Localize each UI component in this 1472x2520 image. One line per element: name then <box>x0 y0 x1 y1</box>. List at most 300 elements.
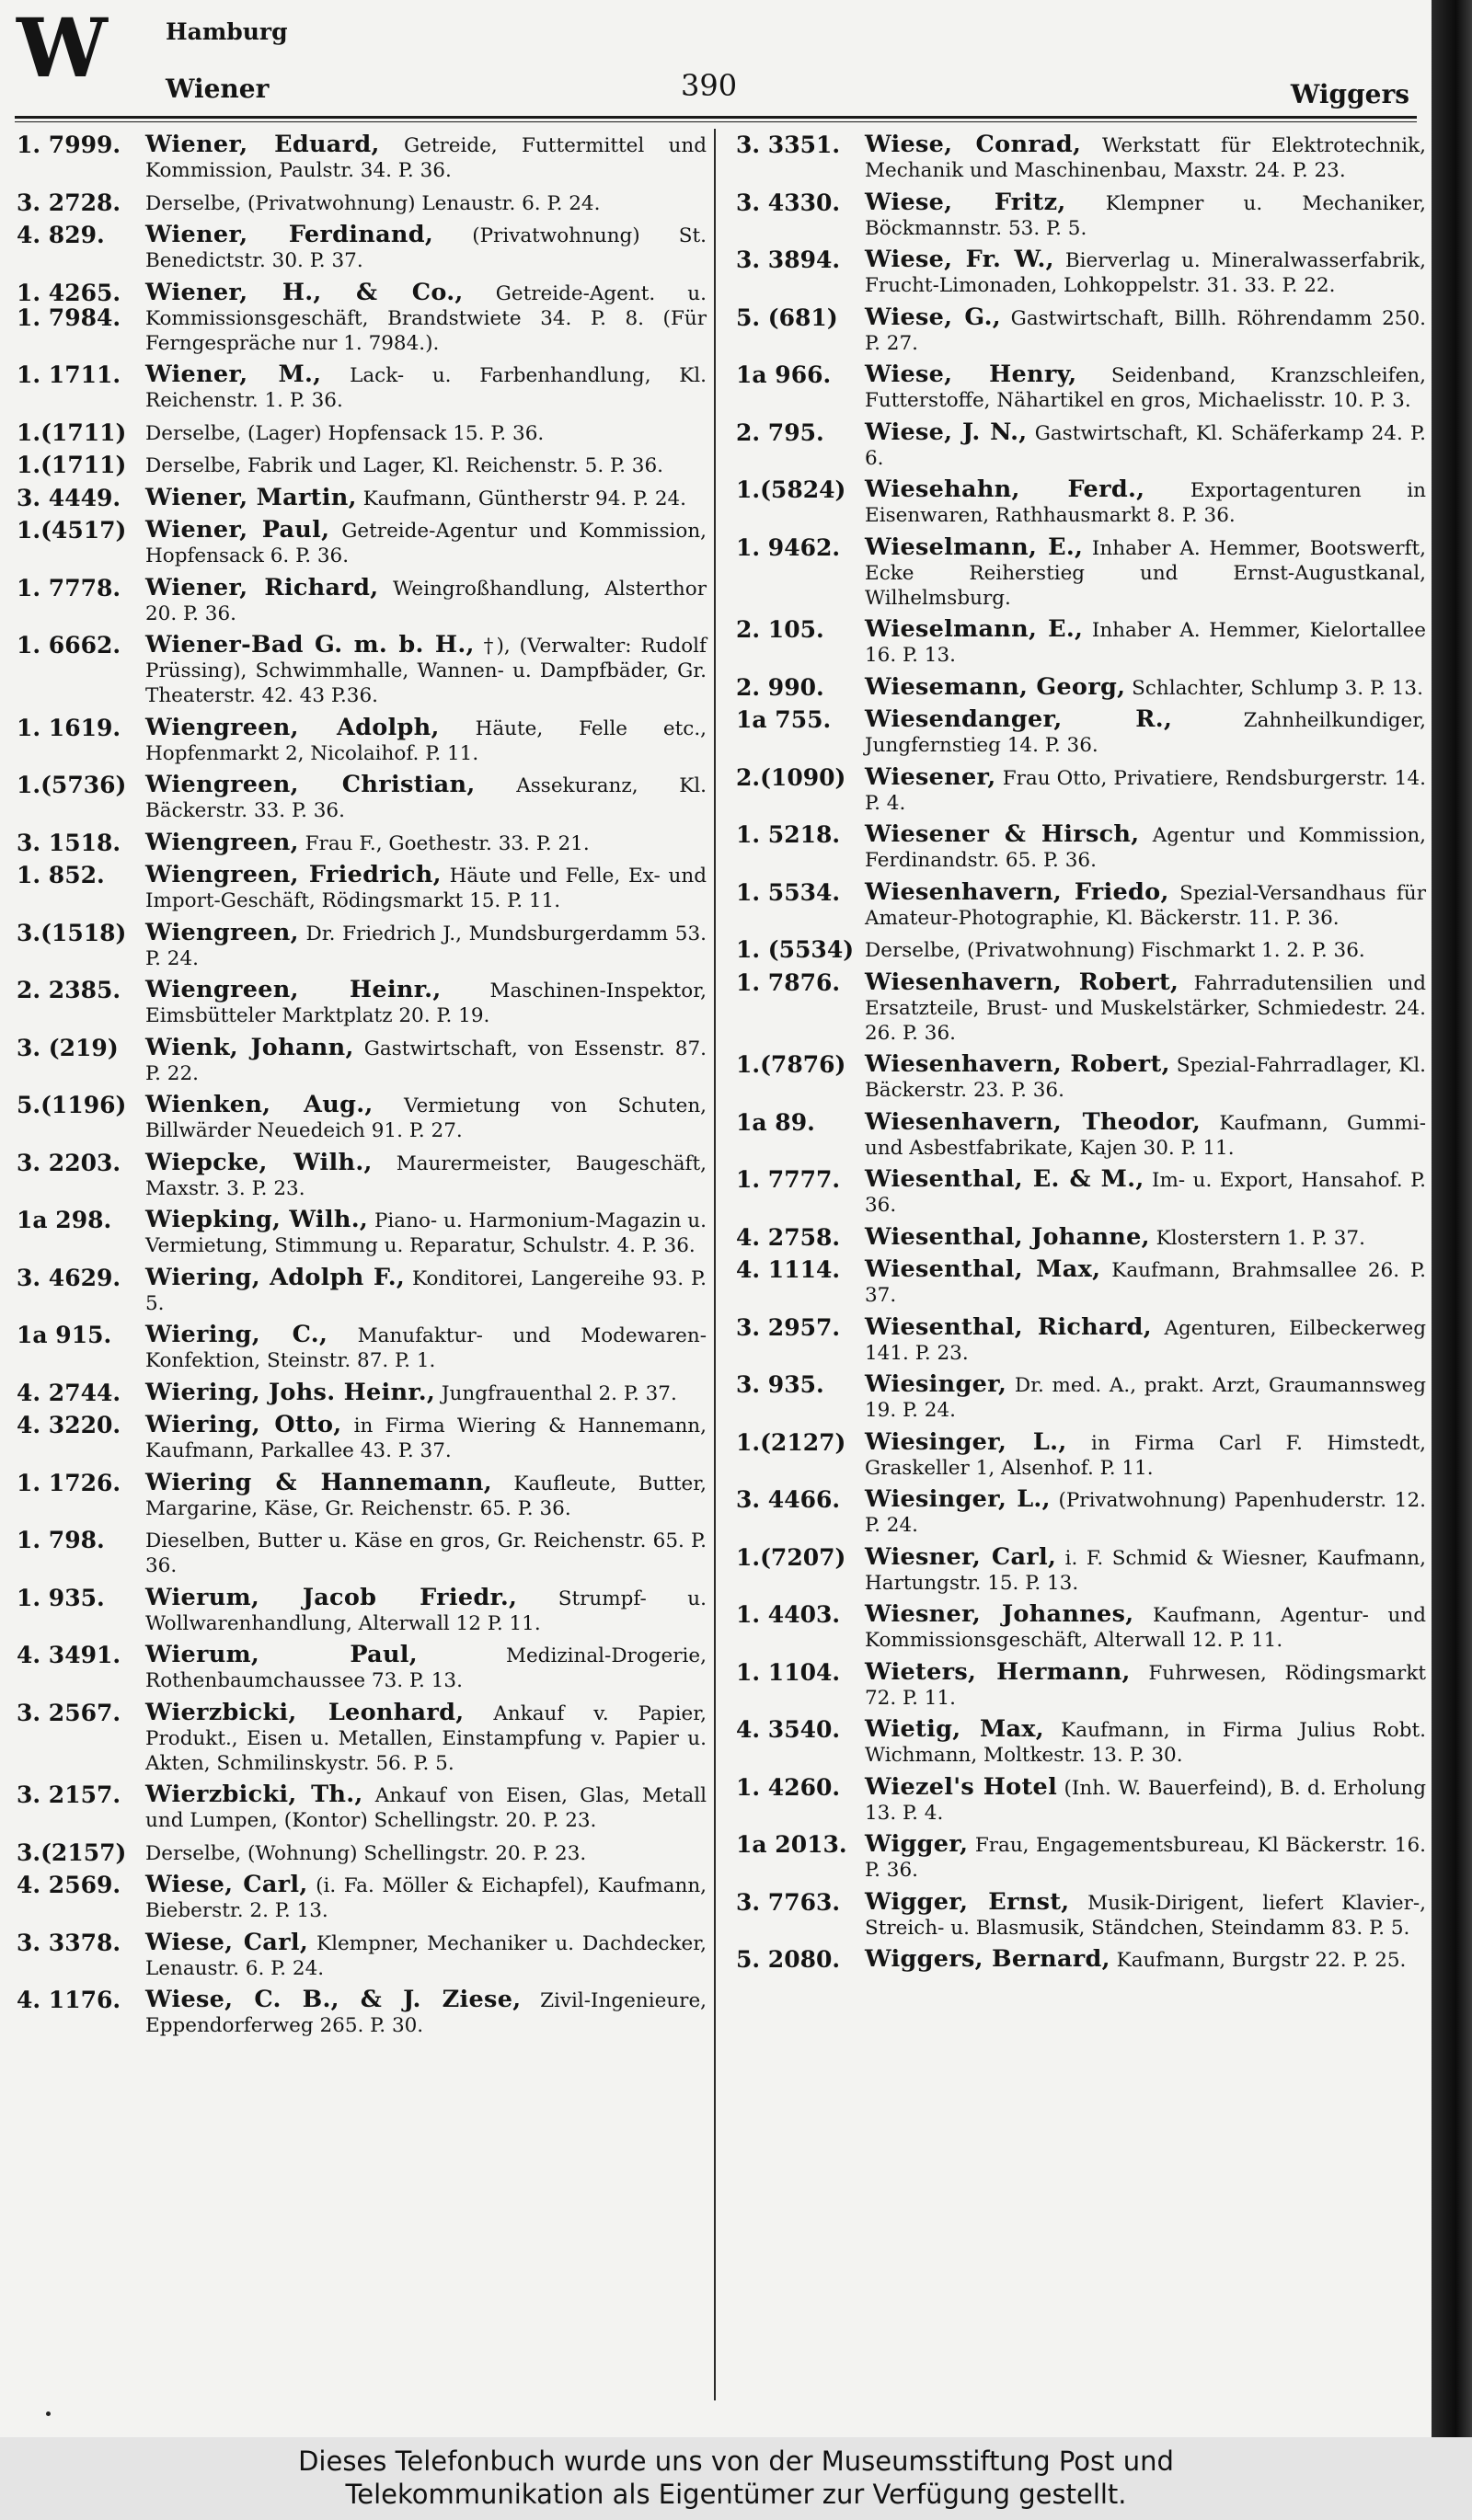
directory-entry <box>736 1372 1426 1423</box>
subscriber-name: Wiengreen, Friedrich, <box>145 861 442 888</box>
entry-body <box>865 1052 1426 1103</box>
phone-number: 5. 2080. <box>736 1946 841 1973</box>
subscriber-name: Wiener-Bad G. m. b. H., <box>145 631 475 659</box>
entry-details: Spezial-Fahrradlager, Kl. Bäckerstr. 23. P. 36. <box>865 1054 1426 1102</box>
entry-body <box>865 1947 1426 1973</box>
directory-entry <box>736 190 1426 241</box>
subscriber-name: Wiering, C., <box>145 1321 328 1348</box>
phone-number: 4. 2569. <box>17 1872 121 1898</box>
phone-number: 1. 6662. <box>17 632 121 659</box>
directory-entry <box>17 1782 707 1833</box>
phone-number: 1a 2013. <box>736 1831 847 1858</box>
entry-details: (Inh. W. Bauerfeind), B. d. Erholung 13. P. 4. <box>865 1776 1427 1825</box>
entry-body <box>145 420 707 446</box>
entry-details: Konditorei, Langereihe 93. P. 5. <box>145 1266 707 1315</box>
phone-number: 3. 1518. <box>17 829 121 856</box>
entry-details: Maschinen-Inspektor, Eimsbütteler Marktplatz 20. P. 19. <box>145 979 707 1027</box>
entry-details: Medizinal-Drogerie, Rothenbaumchaussee 73. P. 13. <box>145 1644 707 1692</box>
directory-entry <box>736 305 1426 356</box>
entry-details: Derselbe, Fabrik und Lager, Kl. Reichenstr. 5. P. 36. <box>145 454 663 477</box>
subscriber-name: Wiesinger, L., <box>865 1485 1051 1513</box>
last-entry-heading: Wiggers <box>1290 79 1409 109</box>
directory-entry <box>736 247 1426 298</box>
phone-number: 1. 7999. <box>17 132 121 158</box>
subscriber-name: Wiese, J. N., <box>865 418 1028 446</box>
entry-body <box>865 305 1426 356</box>
directory-entry <box>736 822 1426 873</box>
directory-entry <box>17 830 707 856</box>
entry-details: Derselbe, (Privatwohnung) Lenaustr. 6. P. 24. <box>145 191 601 215</box>
subscriber-name: Wiengreen, Christian, <box>145 771 476 798</box>
phone-number: 1. 9462. <box>736 533 841 561</box>
directory-entry <box>17 420 707 446</box>
entry-body <box>145 1782 707 1833</box>
entry-body <box>145 1930 707 1981</box>
directory-entry <box>736 707 1426 758</box>
directory-entry <box>17 1643 707 1693</box>
entry-details: Kaufleute, Butter, Margarine, Käse, Gr. Reichenstr. 65. P. 36. <box>145 1472 707 1520</box>
entry-details: (i. Fa. Möller & Eichapfel), Kaufmann, Bieberstr. 2. P. 13. <box>145 1874 707 1922</box>
directory-entry <box>17 1208 707 1258</box>
phone-number: 2. 795. <box>736 418 824 446</box>
subscriber-name: Wiener, H., & Co., <box>145 278 464 306</box>
subscriber-name: Wiese, Carl, <box>145 1928 309 1956</box>
phone-number: 1.(5736) <box>17 772 127 798</box>
directory-entry <box>736 1107 1426 1161</box>
phone-number: 1. 7778. <box>17 574 121 601</box>
entry-body <box>865 132 1426 183</box>
entry-details: Maurermeister, Baugeschäft, Maxstr. 3. P. 23. <box>145 1151 707 1200</box>
entry-details: Gastwirtschaft, Kl. Schäferkamp 24. P. 6. <box>865 421 1427 470</box>
phone-number: 3. 7763. <box>736 1888 841 1916</box>
subscriber-name: Wierum, Jacob Friedr., <box>145 1583 518 1611</box>
directory-entry <box>17 633 707 708</box>
subscriber-name: Wiener, Paul, <box>145 516 330 544</box>
directory-entry <box>736 1832 1426 1883</box>
right-column <box>736 132 1426 1980</box>
entry-body <box>865 362 1426 413</box>
phone-number: 1. 852. <box>17 862 105 888</box>
entry-details: †), (Verwalter: Rudolf Prüssing), Schwimmhalle, Wannen- u. Dampfbäder, Gr. Theaterstr. 42. 43 P.36. <box>145 635 707 707</box>
entry-body <box>865 1222 1426 1251</box>
phone-number: 4. 3220. <box>17 1412 121 1438</box>
entry-body <box>145 1583 707 1636</box>
directory-entry <box>736 1167 1426 1218</box>
subscriber-name: Wiering, Otto, <box>145 1411 342 1438</box>
subscriber-name: Wiesener, <box>865 762 996 791</box>
subscriber-name: Wiesenhavern, Theodor, <box>865 1107 1202 1136</box>
archive-footer <box>0 2437 1472 2520</box>
entry-body <box>865 420 1426 471</box>
entry-body <box>865 707 1426 758</box>
subscriber-name: Wienk, Johann, <box>145 1033 354 1061</box>
entry-body <box>145 452 707 478</box>
subscriber-name: Wigger, Ernst, <box>865 1887 1070 1916</box>
directory-entry <box>17 773 707 823</box>
entry-details: Gastwirtschaft, Billh. Röhrendamm 250. P. 27. <box>865 306 1426 355</box>
subscriber-name: Wierum, Paul, <box>145 1641 418 1668</box>
entry-body <box>145 362 707 413</box>
entry-body <box>145 1148 707 1201</box>
entry-details: Seidenband, Kranzschleifen, Futterstoffe, Nähartikel en gros, Michaelisstr. 10. P. 3. <box>865 364 1426 412</box>
phone-number: 5. (681) <box>736 304 838 331</box>
phone-number: 3. 935. <box>736 1371 824 1398</box>
subscriber-name: Wiesendanger, R., <box>865 705 1173 733</box>
page-number: 390 <box>681 68 738 103</box>
phone-number: 2. 2385. <box>17 977 121 1003</box>
directory-entry <box>17 223 707 273</box>
directory-entry <box>17 1987 707 2038</box>
subscriber-name: Wiering & Hannemann, <box>145 1468 492 1496</box>
phone-number: 1. 1619. <box>17 714 121 741</box>
print-speck <box>46 2411 51 2416</box>
subscriber-name: Wiesenthal, Max, <box>865 1255 1101 1283</box>
entry-details: Weingroßhandlung, Alsterthor 20. P. 36. <box>145 577 707 625</box>
subscriber-name: Wiener, Eduard, <box>145 131 380 158</box>
phone-number: 1.(7876) <box>736 1051 846 1078</box>
phone-number: 1. 1104. <box>736 1658 841 1686</box>
directory-entry <box>17 1528 707 1578</box>
city-heading: Hamburg <box>166 18 288 45</box>
phone-number: 4. 2744. <box>17 1379 121 1406</box>
phone-number: 3. 4466. <box>736 1486 841 1513</box>
phone-number: 4. 3540. <box>736 1716 841 1743</box>
directory-entry <box>17 362 707 413</box>
entry-details: Klempner, Mechaniker u. Dachdecker, Lenaustr. 6. P. 24. <box>145 1931 707 1980</box>
subscriber-name: Wiesenthal, Johanne, <box>865 1222 1150 1251</box>
subscriber-name: Wiener, M., <box>145 361 322 388</box>
phone-number: 4. 1176. <box>17 1987 121 2013</box>
entry-details: Schlachter, Schlump 3. P. 13. <box>1132 676 1423 700</box>
subscriber-name: Wiering, Johs. Heinr., <box>145 1378 436 1406</box>
phone-number: 1a 915. <box>17 1322 112 1348</box>
subscriber-name: Wiesener & Hirsch, <box>865 820 1140 848</box>
directory-entry <box>17 978 707 1028</box>
subscriber-name: Wieselmann, E., <box>865 533 1084 561</box>
entry-details: Im- u. Export, Hansahof. P. 36. <box>865 1169 1427 1217</box>
first-entry-heading: Wiener <box>166 74 270 104</box>
directory-entry <box>17 132 707 183</box>
entry-body <box>865 970 1426 1046</box>
phone-number: 2. 990. <box>736 673 824 701</box>
footer-line-2: Telekommunikation als Eigentümer zur Verfügung gestellt. <box>345 2479 1127 2510</box>
phone-number: 3. 2157. <box>17 1781 121 1808</box>
entry-details: Dr. Friedrich J., Mundsburgerdamm 53. P. 24. <box>145 922 707 970</box>
directory-entry <box>17 483 707 511</box>
entry-body <box>865 762 1426 816</box>
entry-body <box>145 863 707 913</box>
entry-body <box>145 1323 707 1373</box>
subscriber-name: Wiese, Carl, <box>145 1871 308 1898</box>
entry-body <box>865 1427 1426 1481</box>
directory-entry <box>17 863 707 913</box>
entry-details: Agentur und Kommission, Ferdinandstr. 65. P. 36. <box>865 824 1427 872</box>
directory-entry <box>736 1222 1426 1251</box>
entry-details: Kaufmann, Burgstr 22. P. 25. <box>1116 1949 1407 1972</box>
directory-entry <box>736 1887 1426 1941</box>
subscriber-name: Wiese, C. B., & J. Ziese, <box>145 1986 522 2013</box>
entry-details: Zivil-Ingenieure, Eppendorferweg 265. P. 30. <box>145 1989 707 2037</box>
entry-body <box>145 918 707 971</box>
entry-details: Spezial-Versandhaus für Amateur-Photographie, Kl. Bäckerstr. 11. P. 36. <box>865 881 1426 930</box>
directory-entry <box>736 1947 1426 1973</box>
subscriber-name: Wiesenhavern, Friedo, <box>865 877 1169 906</box>
subscriber-name: Wiengreen, Adolph, <box>145 713 440 741</box>
subscriber-name: Wieselmann, E., <box>865 615 1084 643</box>
entry-details: Ankauf v. Papier, Produkt., Eisen u. Metallen, Einstampfung v. Papier u. Akten, Schmilinskystr. 56. P. 5. <box>145 1701 707 1775</box>
subscriber-name: Wiener, Ferdinand, <box>145 221 434 248</box>
directory-entry <box>17 918 707 971</box>
directory-entry <box>736 1717 1426 1768</box>
entry-details: (Privatwohnung) St. Benedictstr. 30. P. 37. <box>145 224 707 272</box>
phone-number: 3. 2567. <box>17 1699 121 1726</box>
entry-details: Manufaktur- und Modewaren-Konfektion, Steinstr. 87. P. 1. <box>145 1324 707 1372</box>
phone-number: 1a 89. <box>736 1108 815 1136</box>
entry-body <box>145 1380 707 1406</box>
entry-details: Zahnheilkundiger, Jungfernstieg 14. P. 36. <box>865 709 1426 757</box>
entry-details: Getreide-Agentur und Kommission, Hopfensack 6. P. 36. <box>145 520 707 567</box>
phone-number: 3. 4330. <box>736 189 841 216</box>
subscriber-name: Wiesenhavern, Robert, <box>865 968 1179 996</box>
subscriber-name: Wiggers, Bernard, <box>865 1945 1110 1973</box>
directory-entry <box>736 535 1426 611</box>
entry-body <box>865 1717 1426 1768</box>
directory-entry <box>17 573 707 626</box>
subscriber-name: Wiese, G., <box>865 303 1001 331</box>
entry-body <box>145 1208 707 1258</box>
phone-number: 1. (5534) <box>736 936 855 963</box>
directory-entry <box>17 190 707 216</box>
subscriber-name: Wiesner, Johannes, <box>865 1600 1134 1628</box>
column-divider <box>714 129 716 2400</box>
entry-body <box>145 830 707 856</box>
subscriber-name: Wiener, Martin, <box>145 483 357 511</box>
directory-entry <box>17 1033 707 1086</box>
entry-details: Gastwirtschaft, von Essenstr. 87. P. 22. <box>145 1037 707 1085</box>
phone-number: 1.(5824) <box>736 476 846 503</box>
directory-entry <box>17 1323 707 1373</box>
footer-line-1: Dieses Telefonbuch wurde uns von der Museumsstiftung Post und <box>298 2446 1174 2477</box>
directory-entry <box>17 713 707 766</box>
entry-details: Dr. med. A., prakt. Arzt, Graumannsweg 19. P. 24. <box>865 1374 1426 1422</box>
entry-details: Ankauf von Eisen, Glas, Metall und Lumpen, (Kontor) Schellingstr. 20. P. 23. <box>145 1784 707 1832</box>
subscriber-name: Wiesemann, Georg, <box>865 672 1126 701</box>
phone-number: 3. 4449. <box>17 484 121 511</box>
phone-number: 1.(2127) <box>736 1428 846 1456</box>
entry-details: Derselbe, (Lager) Hopfensack 15. P. 36. <box>145 421 545 445</box>
page-header <box>0 0 1432 114</box>
subscriber-name: Wiepking, Wilh., <box>145 1206 369 1233</box>
entry-body <box>865 247 1426 298</box>
entry-body <box>865 1832 1426 1883</box>
directory-entry <box>17 1148 707 1201</box>
section-letter: W <box>17 0 104 96</box>
phone-number: 1. 5534. <box>736 878 841 906</box>
phone-number: 5.(1196) <box>17 1092 127 1118</box>
entry-details: Kaufmann, Güntherstr 94. P. 24. <box>362 487 687 510</box>
phone-number: 1a 966. <box>736 361 832 388</box>
directory-entry <box>736 1427 1426 1481</box>
entry-body <box>865 937 1426 963</box>
entry-body <box>865 877 1426 931</box>
entry-details: Derselbe, (Privatwohnung) Fischmarkt 1. 2. P. 36. <box>865 939 1365 962</box>
entry-details: Lack- u. Farbenhandlung, Kl. Reichenstr. 1. P. 36. <box>145 364 707 412</box>
directory-entry <box>736 1052 1426 1103</box>
entry-body <box>865 1107 1426 1161</box>
directory-entry <box>17 1413 707 1463</box>
entry-details: Kaufmann, Gummi- und Asbestfabrikate, Kajen 30. P. 11. <box>865 1111 1426 1160</box>
subscriber-name: Wiepcke, Wilh., <box>145 1148 373 1176</box>
subscriber-name: Wierzbicki, Leonhard, <box>145 1698 465 1726</box>
entry-details: Agenturen, Eilbeckerweg 141. P. 23. <box>865 1316 1426 1365</box>
entry-details: Piano- u. Harmonium-Magazin u. Vermietung, Stimmung u. Reparatur, Schulstr. 4. P. 36. <box>145 1209 707 1257</box>
directory-entry <box>736 132 1426 183</box>
entry-body <box>145 190 707 216</box>
directory-entry <box>17 518 707 568</box>
phone-number: 1. 7777. <box>736 1166 841 1193</box>
entry-body <box>865 1167 1426 1218</box>
phone-number: 3.(2157) <box>17 1838 127 1866</box>
entry-body <box>145 1698 707 1776</box>
left-column <box>17 132 707 2045</box>
subscriber-name: Wiengreen, <box>145 828 299 856</box>
entry-details: Musik-Dirigent, liefert Klavier-, Streich- u. Blasmusik, Ständchen, Steindamm 83. P. 5. <box>865 1891 1426 1940</box>
directory-entry <box>17 1468 707 1521</box>
subscriber-name: Wienken, Aug., <box>145 1091 374 1118</box>
entry-body <box>145 1643 707 1693</box>
phone-number: 2. 105. <box>736 616 824 643</box>
entry-details: Assekuranz, Kl. Bäckerstr. 33. P. 36. <box>145 774 707 822</box>
entry-details: Werkstatt für Elektrotechnik, Mechanik und Maschinenbau, Maxstr. 24. P. 23. <box>865 134 1426 182</box>
subscriber-name: Wiesinger, <box>865 1370 1007 1398</box>
directory-entry <box>736 1542 1426 1596</box>
header-rule-thin <box>15 121 1417 122</box>
directory-entry <box>17 1930 707 1981</box>
subscriber-name: Wiesinger, L., <box>865 1427 1067 1456</box>
subscriber-name: Wiese, Henry, <box>865 361 1077 388</box>
entry-body <box>865 190 1426 241</box>
subscriber-name: Wiese, Fritz, <box>865 188 1066 216</box>
phone-number: 3. 2728. <box>17 189 121 216</box>
header-rule <box>15 116 1417 119</box>
entry-body <box>145 1987 707 2038</box>
entry-body <box>145 278 707 356</box>
book-spine-edge <box>1432 0 1472 2437</box>
subscriber-name: Wierzbicki, Th., <box>145 1781 363 1808</box>
phone-number: 1.(1711) <box>17 452 127 478</box>
entry-body <box>145 573 707 626</box>
phone-number: 3. 3351. <box>736 132 841 158</box>
phone-number: 1. 4260. <box>736 1773 841 1801</box>
phone-number: 1. 5218. <box>736 821 841 848</box>
entry-body <box>865 1312 1426 1366</box>
entry-details: Häute, Felle etc., Hopfenmarkt 2, Nicolaihof. P. 11. <box>145 716 707 765</box>
directory-entry <box>736 477 1426 528</box>
directory-entry <box>736 1602 1426 1653</box>
directory-entry <box>736 362 1426 413</box>
entry-body <box>145 1263 707 1316</box>
entry-details: Kaufmann, in Firma Julius Robt. Wichmann, Moltkestr. 13. P. 30. <box>865 1719 1426 1767</box>
directory-entry <box>17 1873 707 1923</box>
subscriber-name: Wiesehahn, Ferd., <box>865 475 1145 503</box>
entry-details: in Firma Carl F. Himstedt, Graskeller 1, Alsenhof. P. 11. <box>865 1431 1426 1480</box>
directory-entry <box>17 1380 707 1406</box>
subscriber-name: Wiesner, Carl, <box>865 1542 1057 1571</box>
entry-details: Inhaber A. Hemmer, Bootswerft, Ecke Reiherstieg und Ernst-Augustkanal, Wilhelmsburg. <box>865 536 1426 610</box>
directory-entry <box>736 1257 1426 1308</box>
subscriber-name: Wiengreen, <box>145 918 299 946</box>
entry-body <box>865 822 1426 873</box>
phone-number: 4. 1114. <box>736 1256 841 1283</box>
entry-details: Vermietung von Schuten, Billwärder Neuedeich 91. P. 27. <box>145 1094 707 1142</box>
subscriber-name: Wiengreen, Heinr., <box>145 976 442 1003</box>
entry-body <box>145 1413 707 1463</box>
phone-number: 1.(4517) <box>17 517 127 544</box>
entry-details: Jungfrauenthal 2. P. 37. <box>441 1381 677 1405</box>
directory-entry <box>736 617 1426 668</box>
phone-number: 3.(1518) <box>17 919 127 946</box>
entry-body <box>145 773 707 823</box>
entry-details: Kaufmann, Agentur- und Kommissionsgeschäft, Alterwall 12. P. 11. <box>865 1604 1426 1652</box>
entry-details: i. F. Schmid & Wiesner, Kaufmann, Hartungstr. 15. P. 13. <box>865 1546 1426 1595</box>
entry-details: (Privatwohnung) Papenhuderstr. 12. P. 24. <box>865 1489 1426 1537</box>
entry-details: Dieselben, Butter u. Käse en gros, Gr. Reichenstr. 65. P. 36. <box>145 1529 707 1577</box>
phone-number: 2.(1090) <box>736 763 846 791</box>
entry-body <box>145 1033 707 1086</box>
entry-details: Inhaber A. Hemmer, Kielortallee 16. P. 13. <box>865 619 1426 667</box>
entry-body <box>865 1542 1426 1596</box>
entry-details: Frau Otto, Privatiere, Rendsburgerstr. 14. P. 4. <box>865 766 1426 815</box>
directory-entry <box>17 1583 707 1636</box>
phone-number: 1. 798. <box>17 1527 105 1553</box>
entry-body <box>145 978 707 1028</box>
directory-entry <box>736 672 1426 701</box>
directory-entry <box>17 1698 707 1776</box>
directory-entry <box>17 278 707 356</box>
entry-body <box>145 1093 707 1143</box>
entry-details: in Firma Wiering & Hannemann, Kaufmann, Parkallee 43. P. 37. <box>145 1415 707 1462</box>
subscriber-name: Wietig, Max, <box>865 1715 1044 1743</box>
entry-details: Exportagenturen in Eisenwaren, Rathhausmarkt 8. P. 36. <box>865 479 1426 527</box>
entry-body <box>145 483 707 511</box>
directory-entry <box>736 970 1426 1046</box>
entry-body <box>865 1887 1426 1941</box>
phone-number: 3. 3378. <box>17 1929 121 1956</box>
entry-details: Kaufmann, Brahmsallee 26. P. 37. <box>865 1259 1426 1307</box>
entry-details: Klempner u. Mechaniker, Böckmannstr. 53. P. 5. <box>865 191 1426 240</box>
phone-number: 3. (219) <box>17 1034 119 1061</box>
subscriber-name: Wiering, Adolph F., <box>145 1263 406 1291</box>
phone-number: 1. 4403. <box>736 1601 841 1628</box>
entry-body <box>865 477 1426 528</box>
subscriber-name: Wiezel's Hotel <box>865 1772 1058 1801</box>
directory-entry <box>17 452 707 478</box>
phone-number: 3. 4629. <box>17 1264 121 1291</box>
entry-details: Frau F., Goethestr. 33. P. 21. <box>305 831 590 855</box>
phone-number: 1.(1711) <box>17 418 127 446</box>
entry-body <box>865 1657 1427 1711</box>
entry-body <box>865 1487 1426 1538</box>
entry-details: Derselbe, (Wohnung) Schellingstr. 20. P. 23. <box>145 1841 587 1865</box>
entry-details: Getreide-Agent. u. Kommissionsgeschäft, Brandstwiete 34. P. 8. (Für Ferngespräche nur 1. 7984.). <box>145 281 707 355</box>
phone-number: 1. 1726. <box>17 1469 121 1496</box>
phone-number: 1.(7207) <box>736 1543 846 1571</box>
phone-number: 1. 4265. 1. 7984. <box>17 279 121 331</box>
directory-entry <box>736 1487 1426 1538</box>
entry-details: Bierverlag u. Mineralwasserfabrik, Frucht-Limonaden, Lohkoppelstr. 31. 33. P. 22. <box>865 249 1426 297</box>
entry-body <box>145 1528 707 1578</box>
entry-body <box>145 518 707 568</box>
